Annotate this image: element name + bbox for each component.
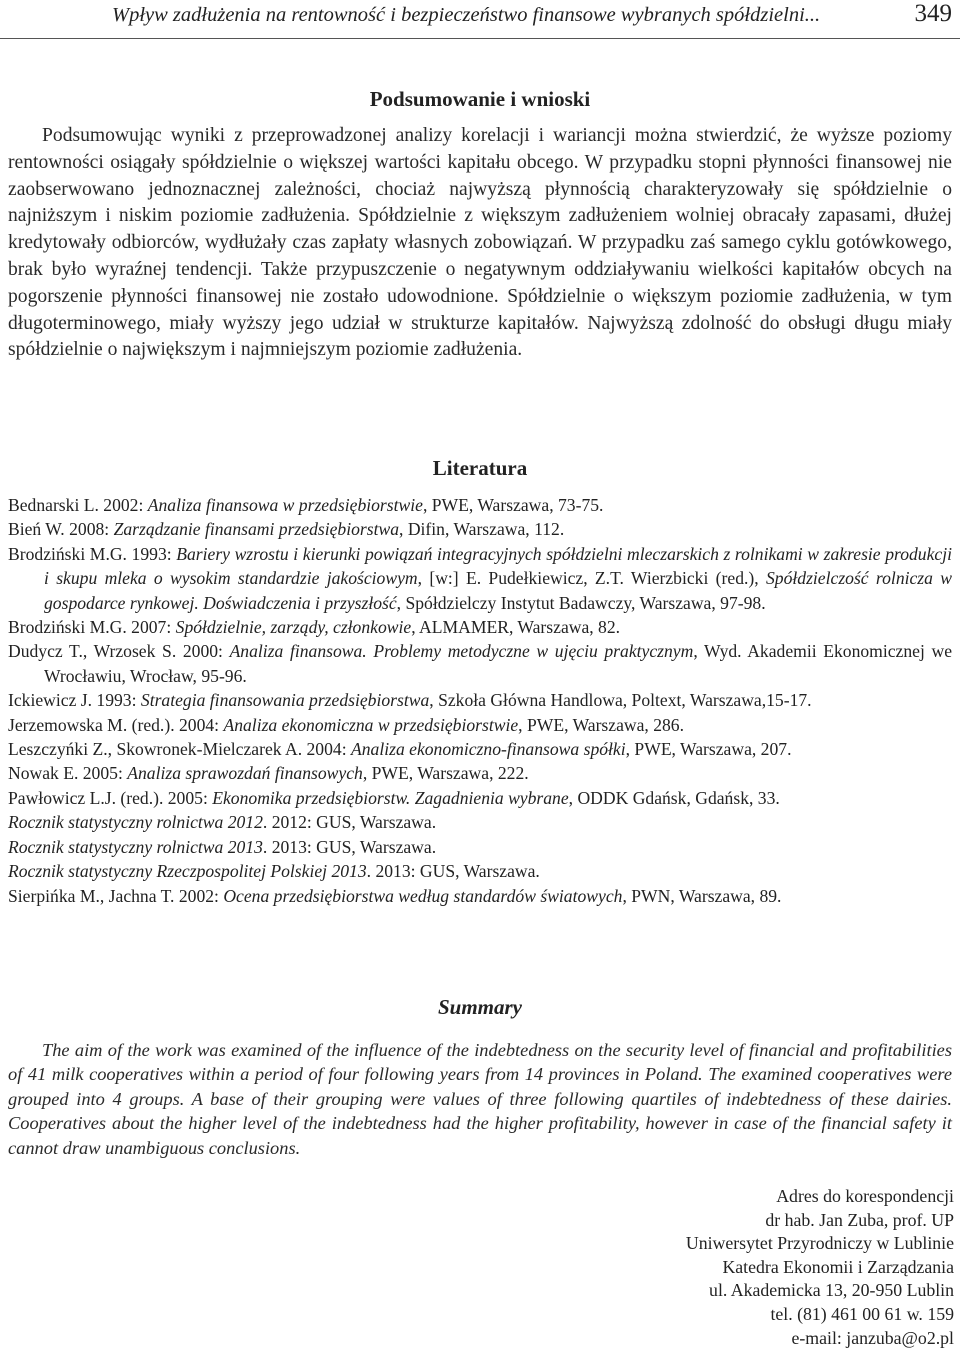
reference-item: Rocznik statystyczny Rzeczpospolitej Polskiej 2013. 2013: GUS, Warszawa. <box>8 861 540 882</box>
reference-item: Brodziński M.G. 2007: Spółdzielnie, zarządy, członkowie, ALMAMER, Warszawa, 82. <box>8 617 621 638</box>
reference-item: Brodziński M.G. 1993: Bariery wzrostu i kierunki powiązań integracyjnych spółdzielni mleczarskich z rolnikami w zakresie produkcji i skupu mleka o wysokim standardzie jakościowym, [w:] E. Pudełkiewicz, Z.T. Wierzbicki (red.), Spółdzielczość rolnicza w gospodarce rynkowej. Doświadczenia i przyszłość, Spółdzielczy Instytut Badawczy, Warszawa, 97-98. <box>8 543 953 613</box>
running-title: Wpływ zadłużenia na rentowność i bezpieczeństwo finansowe wybranych spółdzielni... <box>112 4 821 26</box>
reference-item: Bednarski L. 2002: Analiza finansowa w przedsiębiorstwie, PWE, Warszawa, 73-75. <box>8 495 604 515</box>
reference-item: Rocznik statystyczny rolnictwa 2012. 2012: GUS, Warszawa. <box>8 812 437 833</box>
address-line: Adres do korespondencji <box>776 1186 954 1206</box>
conclusions-heading: Podsumowanie i wnioski <box>369 87 591 111</box>
reference-item: Nowak E. 2005: Analiza sprawozdań finansowych, PWE, Warszawa, 222. <box>8 763 529 784</box>
reference-item: Bień W. 2008: Zarządzanie finansami przedsiębiorstwa, Difin, Warszawa, 112. <box>8 519 565 540</box>
reference-item: Ickiewicz J. 1993: Strategia finansowania przedsiębiorstwa, Szkoła Główna Handlowa, Poltext, Warszawa,15-17. <box>8 690 812 711</box>
reference-item: Jerzemowska M. (red.). 2004: Analiza ekonomiczna w przedsiębiorstwie, PWE, Warszawa, 286. <box>8 714 684 735</box>
reference-item: Pawłowicz L.J. (red.). 2005: Ekonomika przedsiębiorstw. Zagadnienia wybrane, ODDK Gdańsk, Gdańsk, 33. <box>8 787 780 808</box>
email-address: e-mail: janzuba@o2.pl <box>791 1327 954 1348</box>
address-line: dr hab. Jan Zuba, prof. UP <box>765 1209 954 1230</box>
reference-item: Rocznik statystyczny rolnictwa 2013. 2013: GUS, Warszawa. <box>8 836 437 857</box>
address-line: tel. (81) 461 00 61 w. 159 <box>770 1303 954 1324</box>
summary-heading: Summary <box>437 995 523 1019</box>
address-line: ul. Akademicka 13, 20-950 Lublin <box>709 1280 954 1301</box>
page-number: 349 <box>914 0 952 27</box>
literature-heading: Literatura <box>432 456 528 480</box>
reference-item: Leszczyńki Z., Skowronek-Mielczarek A. 2004: Analiza ekonomiczno-finansowa spółki, PWE, Warszawa, 207. <box>8 739 792 760</box>
running-header <box>0 0 960 39</box>
reference-item: Dudycz T., Wrzosek S. 2000: Analiza finansowa. Problemy metodyczne w ujęciu praktycznym, Wyd. Akademii Ekonomicznej we Wrocławiu, Wrocław, 95-96. <box>8 641 953 686</box>
summary-paragraph: The aim of the work was examined of the influence of the indebtedness on the security level of financial and profitabilities of 41 milk cooperatives within a period of four following years from 14 provinces in Poland. The examined cooperatives were grouped into 4 groups. A base of their grouping were values of three following quartiles of indebtedness of these dairies. Cooperatives about the higher level of the indebtedness had the higher profitability, however in case of the financial safety it cannot draw unambiguous conclusions. <box>8 1040 952 1158</box>
correspondence-address <box>686 1185 954 1350</box>
reference-item: Sierpińka M., Jachna T. 2002: Ocena przedsiębiorstwa według standardów światowych, PWN, Warszawa, 89. <box>8 885 782 906</box>
conclusions-paragraph: Podsumowując wyniki z przeprowadzonej analizy korelacji i wariancji można stwierdzić, że wyższe poziomy rentowności osiągały spółdzielnie o większej wartości kapitału obcego. W przypadku stopni płynności finansowej nie zaobserwowano jednoznacznej zależności, chociaż najwyższą płynnością charakteryzowały się spółdzielnie o najniższym i niskim poziomie zadłużenia. Spółdzielnie z większym zadłużeniem wolniej obracały zapasami, dłużej kredytowały odbiorców, wydłużały czas zapłaty własnych zobowiązań. W przypadku zaś samego cyklu gotówkowego, brak było wyraźnej tendencji. Także przypuszczenie o negatywnym oddziaływaniu wielkości kapitałów obcych na pogorszenie płynności finansowej nie zostało udowodnione. Spółdzielnie o większym poziomie zadłużenia, w tym długoterminowego, miały wyższy jego udział w strukturze kapitałów. Najwyższą zdolność do obsługi długu miały spółdzielnie o największym i najmniejszym poziomie zadłużenia. <box>8 125 952 361</box>
reference-list <box>8 493 952 908</box>
address-line: Uniwersytet Przyrodniczy w Lublinie <box>685 1233 954 1254</box>
address-line: Katedra Ekonomii i Zarządzania <box>722 1256 954 1277</box>
